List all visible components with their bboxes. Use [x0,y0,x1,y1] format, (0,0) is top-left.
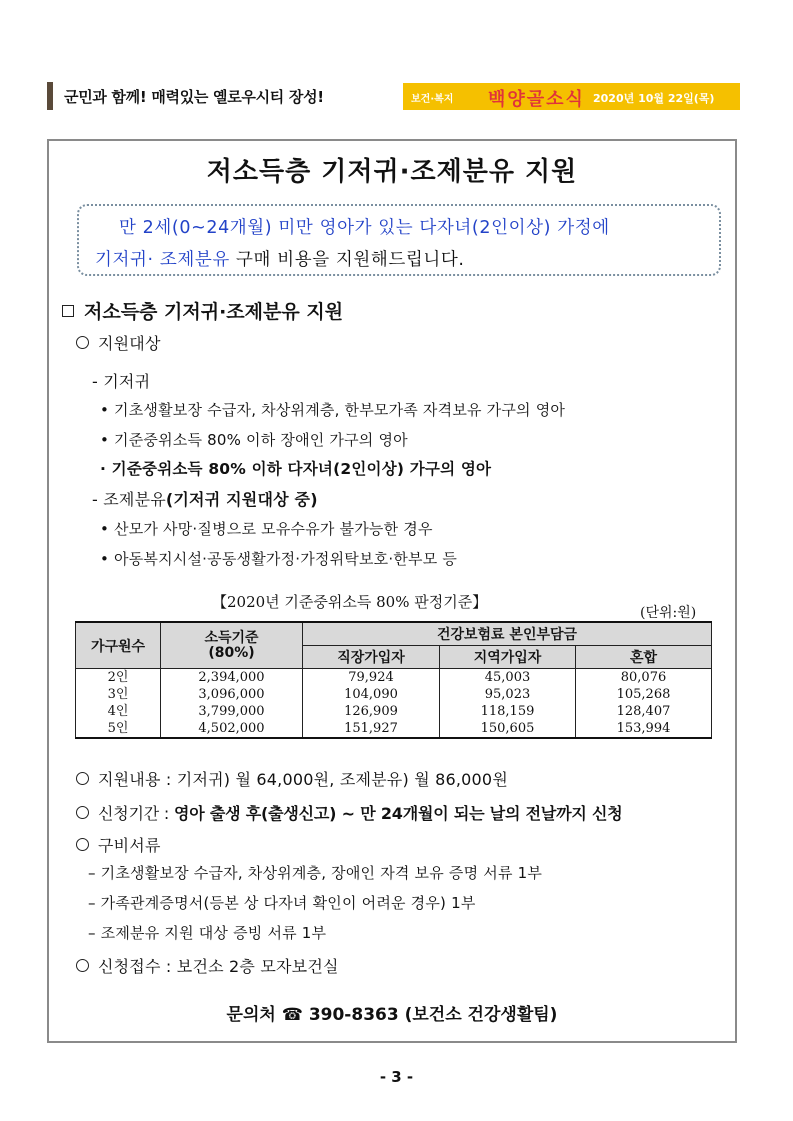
cell-income: 2,394,000 [161,669,303,687]
document-item-3: – 조제분유 지원 대상 증빙 서류 1부 [88,924,327,942]
circle-bullet-icon [76,838,89,851]
cell-household: 3인 [76,686,161,703]
application-text: 신청접수 : 보건소 2층 모자보건실 [98,957,339,976]
contact-info: 문의처 ☎ 390-8363 (보건소 건강생활팀) [226,1005,558,1025]
cell-income: 3,096,000 [161,686,303,703]
cell-household: 5인 [76,720,161,738]
header-regional: 지역가입자 [440,646,576,669]
circle-bullet-icon [76,806,89,819]
header-mixed: 혼합 [576,646,712,669]
support-line [76,767,508,790]
cell-regional: 118,159 [440,703,576,720]
table-row [76,686,712,703]
diaper-item-2: • 기준중위소득 80% 이하 장애인 가구의 영아 [100,431,408,449]
cell-employee: 126,909 [303,703,440,720]
formula-item-1: • 산모가 사망·질병으로 모유수유가 불가능한 경우 [100,520,433,538]
diaper-item-3: · 기준중위소득 80% 이하 다자녀(2인이상) 가구의 영아 [100,460,492,478]
header-accent-bar [47,82,53,110]
table-unit: (단위:원) [640,605,697,621]
header-slogan: 군민과 함께! 매력있는 옐로우시티 장성! [64,88,324,106]
checkbox-square-icon [62,305,74,317]
header-employee: 직장가입자 [303,646,440,669]
header-household: 가구원수 [76,622,161,669]
target-heading-text: 지원대상 [98,334,161,353]
circle-bullet-icon [76,336,89,349]
circle-bullet-icon [76,772,89,785]
cell-employee: 79,924 [303,669,440,687]
page-title: 저소득층 기저귀·조제분유 지원 [206,157,578,187]
cell-mixed: 80,076 [576,669,712,687]
application-line [76,954,339,977]
formula-label-bold: (기저귀 지원대상 중) [165,490,318,509]
support-text: 지원내용 : 기저귀) 월 64,000원, 조제분유) 월 86,000원 [98,770,508,789]
header-category: 보건·복지 [411,94,454,105]
formula-label-text: - 조제분유 [92,490,166,509]
cell-regional: 45,003 [440,669,576,687]
header-income: 소득기준 (80%) [161,622,303,669]
table-row [76,669,712,687]
section-title [62,297,343,324]
cell-regional: 150,605 [440,720,576,738]
cell-household: 4인 [76,703,161,720]
intro-line-1: 만 2세(0~24개월) 미만 영아가 있는 다자녀(2인이상) 가정에 [119,218,610,238]
cell-employee: 104,090 [303,686,440,703]
cell-mixed: 128,407 [576,703,712,720]
page-number: - 3 - [379,1068,414,1086]
cell-income: 3,799,000 [161,703,303,720]
cell-income: 4,502,000 [161,720,303,738]
diaper-item-1: • 기초생활보장 수급자, 차상위계층, 한부모가족 자격보유 가구의 영아 [100,401,566,419]
formula-item-2: • 아동복지시설·공동생활가정·가정위탁보호·한부모 등 [100,550,458,568]
newsletter-name: 백양골소식 [488,89,585,110]
diaper-label: - 기저귀 [92,372,151,391]
section-title-text: 저소득층 기저귀·조제분유 지원 [84,301,344,323]
intro-rest: 구매 비용을 지원해드립니다. [229,250,465,270]
cell-mixed: 105,268 [576,686,712,703]
header-insurance: 건강보험료 본인부담금 [303,622,712,646]
intro-line-2 [95,246,465,271]
table-caption: 【2020년 기준중위소득 80% 판정기준】 [212,593,488,611]
cell-household: 2인 [76,669,161,687]
issue-date: 2020년 10월 22일(목) [593,92,715,105]
documents-heading-text: 구비서류 [98,836,161,855]
cell-regional: 95,023 [440,686,576,703]
circle-bullet-icon [76,959,89,972]
period-label: 신청기간 : [98,804,174,823]
document-item-1: – 기초생활보장 수급자, 차상위계층, 장애인 자격 보유 증명 서류 1부 [88,864,543,882]
cell-mixed: 153,994 [576,720,712,738]
table-row [76,703,712,720]
document-item-2: – 가족관계증명서(등본 상 다자녀 확인이 어려운 경우) 1부 [88,894,476,912]
income-table [75,621,712,739]
target-heading [76,331,161,354]
period-line [76,801,623,824]
documents-heading [76,833,161,856]
intro-box [77,204,721,276]
table-row [76,720,712,738]
cell-employee: 151,927 [303,720,440,738]
intro-highlight: 기저귀· 조제분유 [95,250,230,270]
period-value: 영아 출생 후(출생신고) ~ 만 24개월이 되는 날의 전날까지 신청 [174,804,623,823]
formula-label [92,487,318,510]
